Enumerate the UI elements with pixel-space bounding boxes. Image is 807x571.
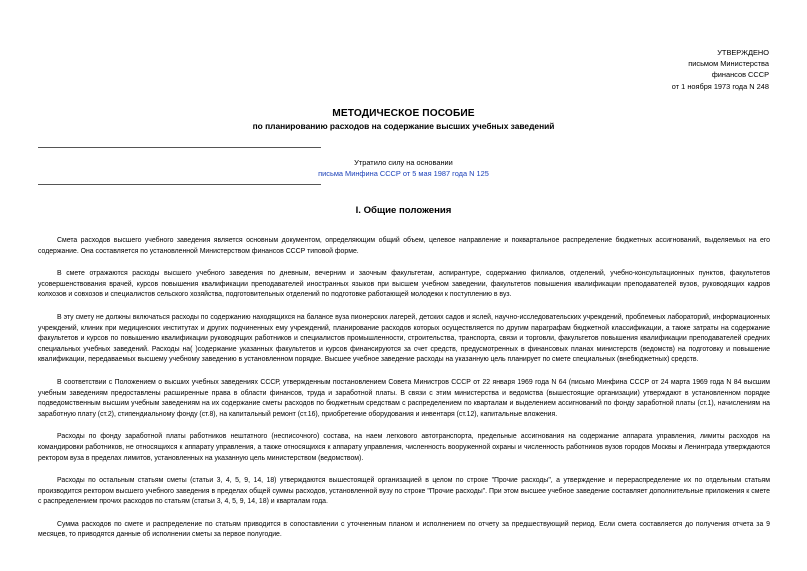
paragraph: В эту смету не должны включаться расходы по содержанию находящихся на балансе вуза пионерских лагерей, детских садов и яслей, научно-исследовательских учреждений, проблемных лабораторий, информационных учреждений, клиник при медицинских институтах и других подчиненных ему учреждений, планирование расходов которых осуществляется по другим параграфам бюджетной классификации, а также затраты на содержание факультетов и курсов по повышению квалификации руководящих работников и специалистов промышленности, строительства, транспорта, связи и торговли, факультетов повышения квалификации преподавателей средних специальных учебных заведений. Расходы на( )содержание указанных факультетов и курсов финансируются за счет средств, предусмотренных в финансовых планах министерств (ведомств) на подготовку и повышение квалификации, передаваемых высшему учебному заведению в установленном порядке. Высшее учебное заведение расходы на указанную цель планирует по смете специальных (внебюджетных) средств. (38, 313, 770, 364)
paragraph: Сумма расходов по смете и распределение по статьям приводится в сопоставлении с уточненным планом и исполнением по отчету за предшествующий период. Если смета составляется до получения отчета за 9 месяцев, то приводятся данные об исполнении сметы за первое полугодие. (38, 520, 770, 539)
annulment-text: Утратило силу на основании (354, 158, 453, 167)
divider-bottom (38, 184, 321, 185)
approval-line: финансов СССР (711, 70, 769, 80)
document-title: МЕТОДИЧЕСКОЕ ПОСОБИЕ (332, 108, 475, 119)
annulment-link[interactable]: письма Минфина СССР от 5 мая 1987 года N 125 (318, 169, 489, 178)
paragraph: В смете отражаются расходы высшего учебного заведения по дневным, вечерним и заочным факультетам, аспирантуре, содержанию филиалов, отделений, учебно-консультационных пунктов, факультетов усовершенствования врачей, курсов повышения квалификации преподавателей иностранных языков при высшем учебном заведении, факультетов повышения квалификации преподавателей вузов, руководящих кадров колхозов и совхозов и специалистов сельского хозяйства, подготовительных отделений по подготовке работающей молодежи к поступлению в вуз. (38, 270, 770, 299)
paragraph: Расходы по остальным статьям сметы (статьи 3, 4, 5, 9, 14, 18) утверждаются вышестоящей организацией в целом по строке "Прочие расходы", а утверждение и перераспределение их по отдельным статьям производится ректором высшего учебного заведения в пределах общей суммы расходов, установленной вузу по строке "Прочие расходы". При этом высшее учебное заведение составляет дополнительные приложения к смете с распределением прочих расходов по статьям (статьи 3, 4, 5, 9, 14, 18) и кварталам года. (38, 477, 770, 506)
approval-stamp (672, 47, 769, 92)
divider-top (38, 147, 321, 148)
paragraph: Смета расходов высшего учебного заведения является основным документом, определяющим общий объем, целевое направление и поквартальное распределение бюджетных ассигнований, выделяемых на его содержание. Она составляется по установленной Министерством финансов СССР типовой форме. (38, 237, 770, 255)
approval-line: УТВЕРЖДЕНО (717, 48, 769, 57)
annulment-note (0, 157, 807, 179)
document-subtitle: по планированию расходов на содержание высших учебных заведений (252, 121, 555, 131)
title-block (0, 108, 807, 132)
paragraph: В соответствии с Положением о высших учебных заведениях СССР, утвержденным постановлением Совета Министров СССР от 22 января 1969 года N 64 (письмо Минфина СССР от 24 марта 1969 года N 84 высшим учебным заведениям предоставлены расширенные права в области финансов, труда и заработной платы. В связи с этим министерства и ведомства (вышестоящие организации) утверждают в установленном порядке подведомственным высшим учебным заведениям на их содержание сметы расходов по бюджетным средствам с распределением по кварталам и выделением ассигнований по фонду заработной платы (ст.1), начислениям на заработную плату (ст.2), стипендиальному фонду (ст.8), на капитальный ремонт (ст.16), приобретение оборудования и инвентаря (ст.12), капитальные вложения. (38, 378, 770, 418)
approval-line: письмом Министерства (688, 59, 769, 69)
paragraph: Расходы по фонду заработной платы работников нештатного (несписочного) состава, на наем легкового автотранспорта, предельные ассигнования на содержание аппарата управления, лимиты расходов на командировки работников, не относящихся к аппарату управления, а также относящихся к аппарату управления, численность вооруженной охраны и численность работников вузов городов Москвы и Ленинграда утверждаются ректором вуза в пределах лимитов, установленных на указанную цель министерством (ведомством). (38, 433, 770, 462)
section-heading: I. Общие положения (355, 205, 452, 216)
document-body (38, 236, 770, 553)
approval-line: от 1 ноября 1973 года N 248 (671, 81, 769, 91)
